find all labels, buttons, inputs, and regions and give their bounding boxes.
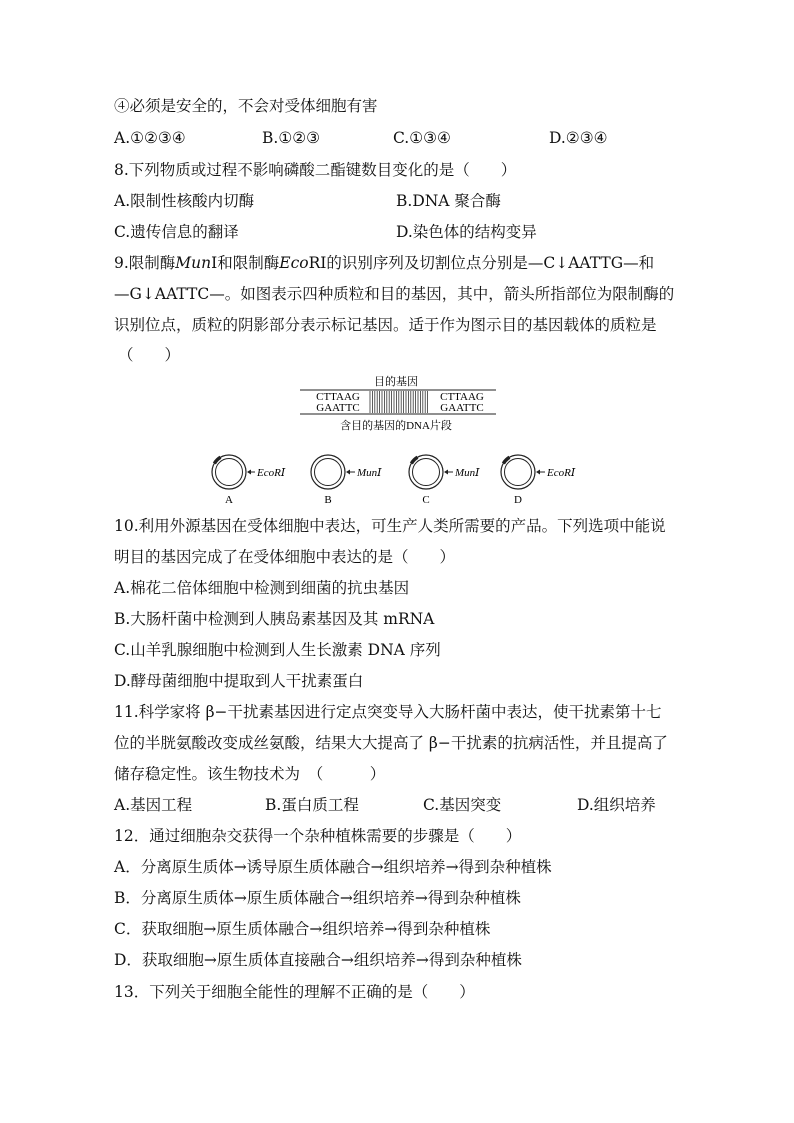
q13-stem: 13．下列关于细胞全能性的理解不正确的是（ ） — [114, 983, 475, 1001]
q10-stem-line-1: 10.利用外源基因在受体细胞中表达，可生产人类所需要的产品。下列选项中能说 — [114, 517, 666, 535]
q9-stem-b: Ⅰ和限制酶 — [211, 254, 280, 272]
q9-stem-line-4: （ ） — [118, 346, 181, 364]
gene-title: 目的基因 — [374, 376, 418, 388]
plasmid-c-enzyme: MunⅠ — [455, 467, 480, 479]
q8-option-a: A.限制性核酸内切酶 — [114, 192, 255, 210]
q9-stem-a: 9.限制酶 — [114, 254, 176, 272]
q11-option-c: C.基因突变 — [423, 796, 502, 814]
q10-option-c: C.山羊乳腺细胞中检测到人生长激素 DNA 序列 — [114, 641, 441, 659]
fragment-caption: 含目的基因的DNA片段 — [340, 420, 452, 432]
q7-option-c: C.①③④ — [393, 129, 451, 147]
plasmid-a-enzyme: EcoRⅠ — [257, 467, 286, 479]
q12-option-c: C．获取细胞→原生质体融合→组织培养→得到杂种植株 — [114, 920, 491, 938]
plasmid-a — [212, 455, 286, 506]
right-bottom-sequence: GAATTC — [440, 402, 484, 414]
q11-option-b: B.蛋白质工程 — [265, 796, 359, 814]
left-bottom-sequence: GAATTC — [316, 402, 360, 414]
plasmid-b-label: B — [324, 494, 332, 506]
q11-stem-line-3: 储存稳定性。该生物技术为 （ ） — [114, 765, 386, 783]
q12-stem: 12．通过细胞杂交获得一个杂种植株需要的步骤是（ ） — [114, 827, 522, 845]
q7-option-a: A.①②③④ — [114, 129, 186, 147]
q11-option-a: A.基因工程 — [114, 796, 193, 814]
q9-stem-line-2: —G↓AATTC—。如图表示四种质粒和目的基因，其中，箭头所指部位为限制酶的 — [114, 285, 675, 303]
q7-item-4: ④必须是安全的，不会对受体细胞有害 — [114, 97, 378, 115]
q11-option-d: D.组织培养 — [577, 796, 656, 814]
plasmid-a-label: A — [225, 494, 233, 506]
q11-stem-line-1: 11.科学家将 β−干扰素基因进行定点突变导入大肠杆菌中表达，使干扰素第十七 — [114, 703, 662, 721]
q9-enzyme-mun: Mun — [175, 254, 212, 272]
plasmid-c-label: C — [422, 494, 430, 506]
q12-option-b: B．分离原生质体→原生质体融合→组织培养→得到杂种植株 — [114, 889, 521, 907]
q9-stem-line-1 — [114, 253, 654, 273]
q8-option-b: B.DNA 聚合酶 — [396, 192, 501, 210]
q9-enzyme-eco: Eco — [279, 254, 309, 272]
q9-stem-c: RⅠ的识别序列及切割位点分别是—C↓AATTG—和 — [308, 254, 655, 272]
plasmid-b-enzyme: MunⅠ — [357, 467, 382, 479]
gene-hatch — [370, 391, 428, 413]
q7-option-d: D.②③④ — [549, 129, 608, 147]
plasmid-d-enzyme: EcoRⅠ — [547, 467, 576, 479]
q8-stem: 8.下列物质或过程不影响磷酸二酯键数目变化的是（ ） — [114, 161, 517, 179]
q11-stem-line-2: 位的半胱氨酸改变成丝氨酸，结果大大提高了 β−干扰素的抗病活性，并且提高了 — [114, 734, 668, 752]
q8-option-d: D.染色体的结构变异 — [396, 223, 537, 241]
q10-stem-line-2: 明目的基因完成了在受体细胞中表达的是（ ） — [114, 548, 456, 566]
q10-option-a: A.棉花二倍体细胞中检测到细菌的抗虫基因 — [114, 579, 410, 597]
q7-option-b: B.①②③ — [262, 129, 321, 147]
plasmid-c — [409, 455, 480, 506]
q10-option-b: B.大肠杆菌中检测到人胰岛素基因及其 mRNA — [114, 610, 435, 628]
plasmid-b — [311, 455, 382, 506]
left-top-sequence: CTTAAG — [316, 391, 360, 403]
q10-option-d: D.酵母菌细胞中提取到人干扰素蛋白 — [114, 672, 364, 690]
q12-option-d: D．获取细胞→原生质体直接融合→组织培养→得到杂种植株 — [114, 951, 522, 969]
q12-option-a: A．分离原生质体→诱导原生质体融合→组织培养→得到杂种植株 — [114, 858, 552, 876]
plasmid-d-label: D — [514, 494, 522, 506]
q8-option-c: C.遗传信息的翻译 — [114, 223, 239, 241]
q9-stem-line-3: 识别位点，质粒的阴影部分表示标记基因。适于作为图示目的基因载体的质粒是 — [114, 316, 657, 334]
plasmid-d — [501, 455, 576, 506]
right-top-sequence: CTTAAG — [440, 391, 484, 403]
q9-figure — [200, 368, 600, 508]
